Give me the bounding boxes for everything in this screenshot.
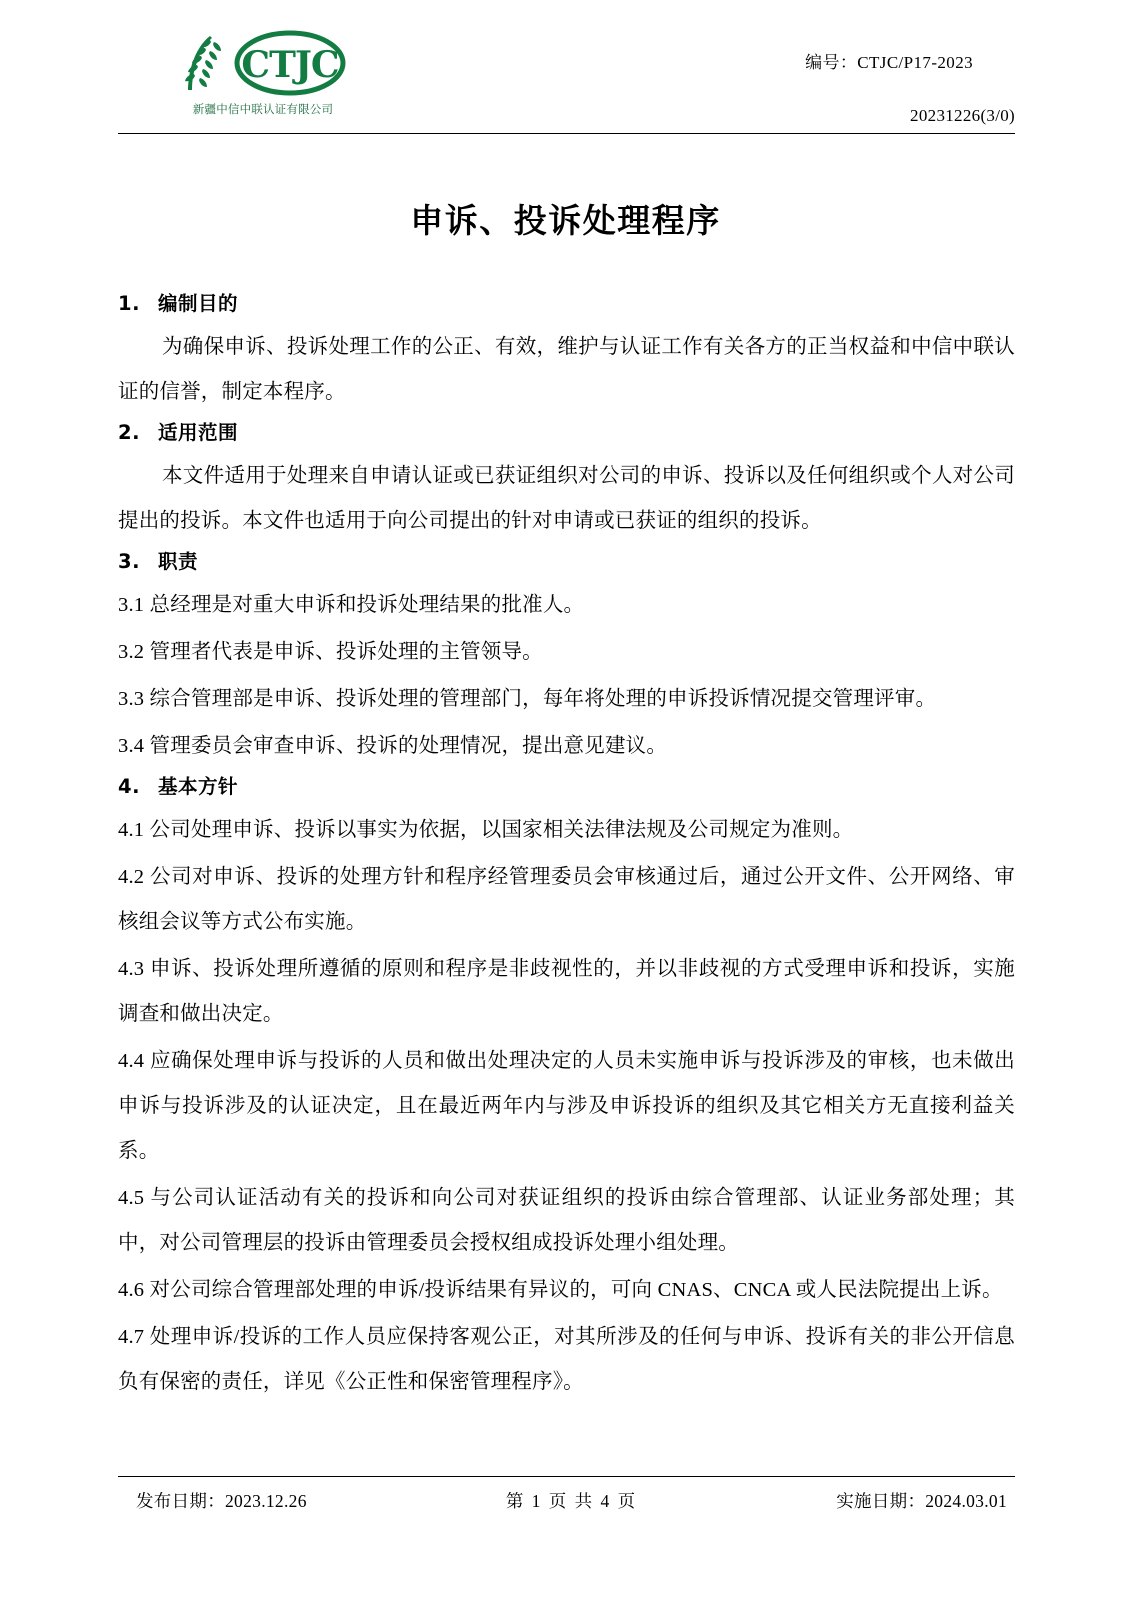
section-heading-3 bbox=[118, 546, 1015, 574]
section-title-3: 职责 bbox=[158, 550, 199, 573]
document-footer bbox=[118, 1488, 1015, 1513]
paragraph-4-6: 4.6 对公司综合管理部处理的申诉/投诉结果有异议的，可向 CNAS、CNCA 或人民法院提出上诉。 bbox=[118, 1279, 1003, 1301]
document-body bbox=[118, 288, 1015, 1407]
issue-date: 发布日期：2023.12.26 bbox=[136, 1491, 307, 1511]
section-number-3: 3. bbox=[118, 550, 140, 573]
paragraph-4-1: 4.1 公司处理申诉、投诉以事实为依据，以国家相关法律法规及公司规定为准则。 bbox=[118, 819, 854, 841]
company-name: 新疆中信中联认证有限公司 bbox=[192, 102, 334, 116]
section-heading-2 bbox=[118, 417, 1015, 445]
page-number: 第 1 页 共 4 页 bbox=[505, 1491, 638, 1511]
paragraph-3-1: 3.1 总经理是对重大申诉和投诉处理结果的批准人。 bbox=[118, 594, 585, 616]
section-number-1: 1. bbox=[118, 292, 140, 315]
doc-code-value: CTJC/P17-2023 bbox=[857, 53, 973, 72]
paragraph-4-5: 4.5 与公司认证活动有关的投诉和向公司对获证组织的投诉由综合管理部、认证业务部处理；其中，对公司管理层的投诉由管理委员会授权组成投诉处理小组处理。 bbox=[118, 1187, 1015, 1254]
paragraph-3-3: 3.3 综合管理部是申诉、投诉处理的管理部门，每年将处理的申诉投诉情况提交管理评审。 bbox=[118, 688, 937, 710]
paragraph-4-2: 4.2 公司对申诉、投诉的处理方针和程序经管理委员会审核通过后，通过公开文件、公开网络、审核组会议等方式公布实施。 bbox=[118, 866, 1015, 933]
paragraph-1-1: 为确保申诉、投诉处理工作的公正、有效，维护与认证工作有关各方的正当权益和中信中联认证的信誉，制定本程序。 bbox=[118, 336, 1015, 403]
paragraph-3-2: 3.2 管理者代表是申诉、投诉处理的主管领导。 bbox=[118, 641, 543, 663]
section-number-2: 2. bbox=[118, 421, 140, 444]
section-heading-1 bbox=[118, 288, 1015, 316]
section-title-1: 编制目的 bbox=[158, 292, 239, 315]
effective-date: 实施日期：2024.03.01 bbox=[836, 1491, 1007, 1511]
section-title-4: 基本方针 bbox=[158, 775, 239, 798]
paragraph-3-4: 3.4 管理委员会审查申诉、投诉的处理情况，提出意见建议。 bbox=[118, 735, 668, 757]
ctjc-monogram-icon bbox=[234, 30, 346, 96]
paragraph-4-3: 4.3 申诉、投诉处理所遵循的原则和程序是非歧视性的，并以非歧视的方式受理申诉和投诉，实施调查和做出决定。 bbox=[118, 958, 1015, 1025]
paragraph-4-7: 4.7 处理申诉/投诉的工作人员应保持客观公正，对其所涉及的任何与申诉、投诉有关的非公开信息负有保密的责任，详见《公正性和保密管理程序》。 bbox=[118, 1326, 1015, 1393]
paragraph-4-4: 4.4 应确保处理申诉与投诉的人员和做出处理决定的人员未实施申诉与投诉涉及的审核，也未做出申诉与投诉涉及的认证决定，且在最近两年内与涉及申诉投诉的组织及其它相关方无直接利益关系。 bbox=[118, 1050, 1015, 1162]
section-title-2: 适用范围 bbox=[158, 421, 239, 444]
paragraph-2-1: 本文件适用于处理来自申请认证或已获证组织对公司的申诉、投诉以及任何组织或个人对公司提出的投诉。本文件也适用于向公司提出的针对申请或已获证的组织的投诉。 bbox=[118, 465, 1015, 532]
page-title: 申诉、投诉处理程序 bbox=[410, 201, 721, 240]
section-heading-4 bbox=[118, 771, 1015, 799]
doc-code-label: 编号： bbox=[805, 53, 858, 72]
company-logo bbox=[128, 26, 398, 117]
section-number-4: 4. bbox=[118, 775, 140, 798]
footer-divider bbox=[118, 1476, 1015, 1477]
doc-version: 20231226(3/0) bbox=[910, 106, 1015, 125]
svg-text:CTJC: CTJC bbox=[241, 44, 339, 86]
header-meta bbox=[595, 26, 1015, 126]
doc-code bbox=[595, 48, 973, 73]
wheat-icon bbox=[180, 32, 232, 94]
header-divider bbox=[118, 133, 1015, 134]
document-header bbox=[118, 26, 1015, 132]
